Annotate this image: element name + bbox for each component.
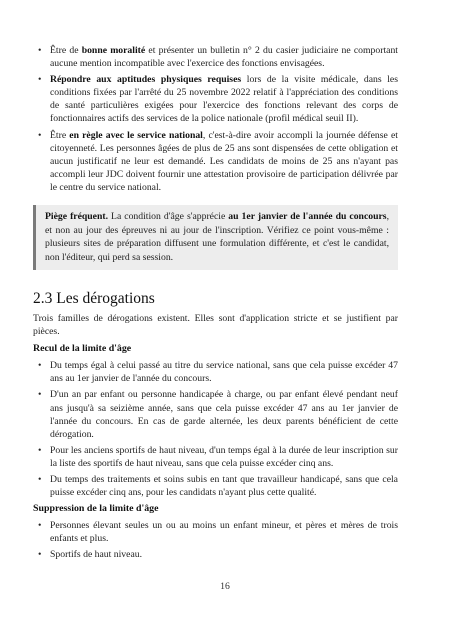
list-item: • Du temps égal à celui passé au titre du service national, sans que cela puisse excéder 47 ans au 1er janvier de l'année du concours. xyxy=(38,360,398,385)
list-item: • Pour les anciens sportifs de haut niveau, d'un temps égal à la durée de leur inscription sur la liste des sportifs de haut niveau, sans que cela puisse excéder cinq ans. xyxy=(38,444,398,469)
warning-callout: Piège fréquent. La condition d'âge s'apprécie au 1er janvier de l'année du concours, et non au jour des épreuves ni au jour de l'inscription. Vérifiez ce point vous-même : plusieurs sites de préparation diffusent une formulation différente, et c'est le candidat, non l'éditeur, qui perd sa session. xyxy=(33,205,398,270)
bullet-icon: • xyxy=(38,45,42,56)
bullet-icon: • xyxy=(38,520,42,532)
bullet-icon: • xyxy=(38,444,42,456)
suppression-list xyxy=(33,519,398,561)
list-item: • Être en règle avec le service national, c'est-à-dire avoir accompli la journée défense et citoyenneté. Les personnes âgées de plus de 25 ans sont dispensées de cette obligation et aucun justificatif ne leur est demandé. Les candidats de moins de 25 ans n'ayant pas accompli leur JDC doivent fournir une attestation provisoire de participation délivrée par le centre du service national. xyxy=(38,129,398,193)
bullet-icon: • xyxy=(38,129,42,141)
subheading-recul: Recul de la limite d'âge xyxy=(33,343,132,355)
callout-label: Piège fréquent. xyxy=(45,211,109,223)
section-intro: Trois familles de dérogations existent. Elles sont d'application stricte et se justifient par pièces. xyxy=(33,313,398,338)
bullet-icon: • xyxy=(38,549,42,561)
list-item: • Personnes élevant seules un ou au moins un enfant mineur, et pères et mères de trois enfants et plus. xyxy=(38,520,398,545)
list-item: • Du temps des traitements et soins subis en tant que travailleur handicapé, sans que cela puisse excéder cinq ans, pour les candidats n'ayant plus cette qualité. xyxy=(38,473,398,499)
subheading-suppression: Suppression de la limite d'âge xyxy=(33,503,159,515)
page-content xyxy=(33,44,398,564)
eligibility-list xyxy=(33,44,398,194)
bullet-icon: • xyxy=(38,360,42,372)
list-item: • Répondre aux aptitudes physiques requises lors de la visite médicale, dans les conditions fixées par l'arrêté du 25 novembre 2022 relatif à l'appréciation des conditions de santé particulières exigées pour l'exercice des fonctions relevant des corps de fonctionnaires actifs des services de la police nationale (profil médical seuil II). xyxy=(38,74,398,125)
recul-list xyxy=(33,359,398,499)
bullet-icon: • xyxy=(38,74,42,86)
list-item: • Être de bonne moralité et présenter un bulletin n° 2 du casier judiciaire ne comportant aucune mention incompatible avec l'exercice des fonctions envisagées. xyxy=(38,45,398,70)
page-number: 16 xyxy=(220,581,230,592)
section-title: 2.3 Les dérogations xyxy=(33,290,155,308)
list-item: • D'un an par enfant ou personne handicapée à charge, ou par enfant élevé pendant neuf ans jusqu'à sa seizième année, sans que cela puisse excéder 47 ans au 1er janvier de l'année du concours. En cas de garde alternée, les deux parents bénéficient de cette dérogation. xyxy=(38,389,398,440)
list-item: • Sportifs de haut niveau. xyxy=(38,549,143,561)
bullet-icon: • xyxy=(38,473,42,485)
bullet-icon: • xyxy=(38,389,42,401)
